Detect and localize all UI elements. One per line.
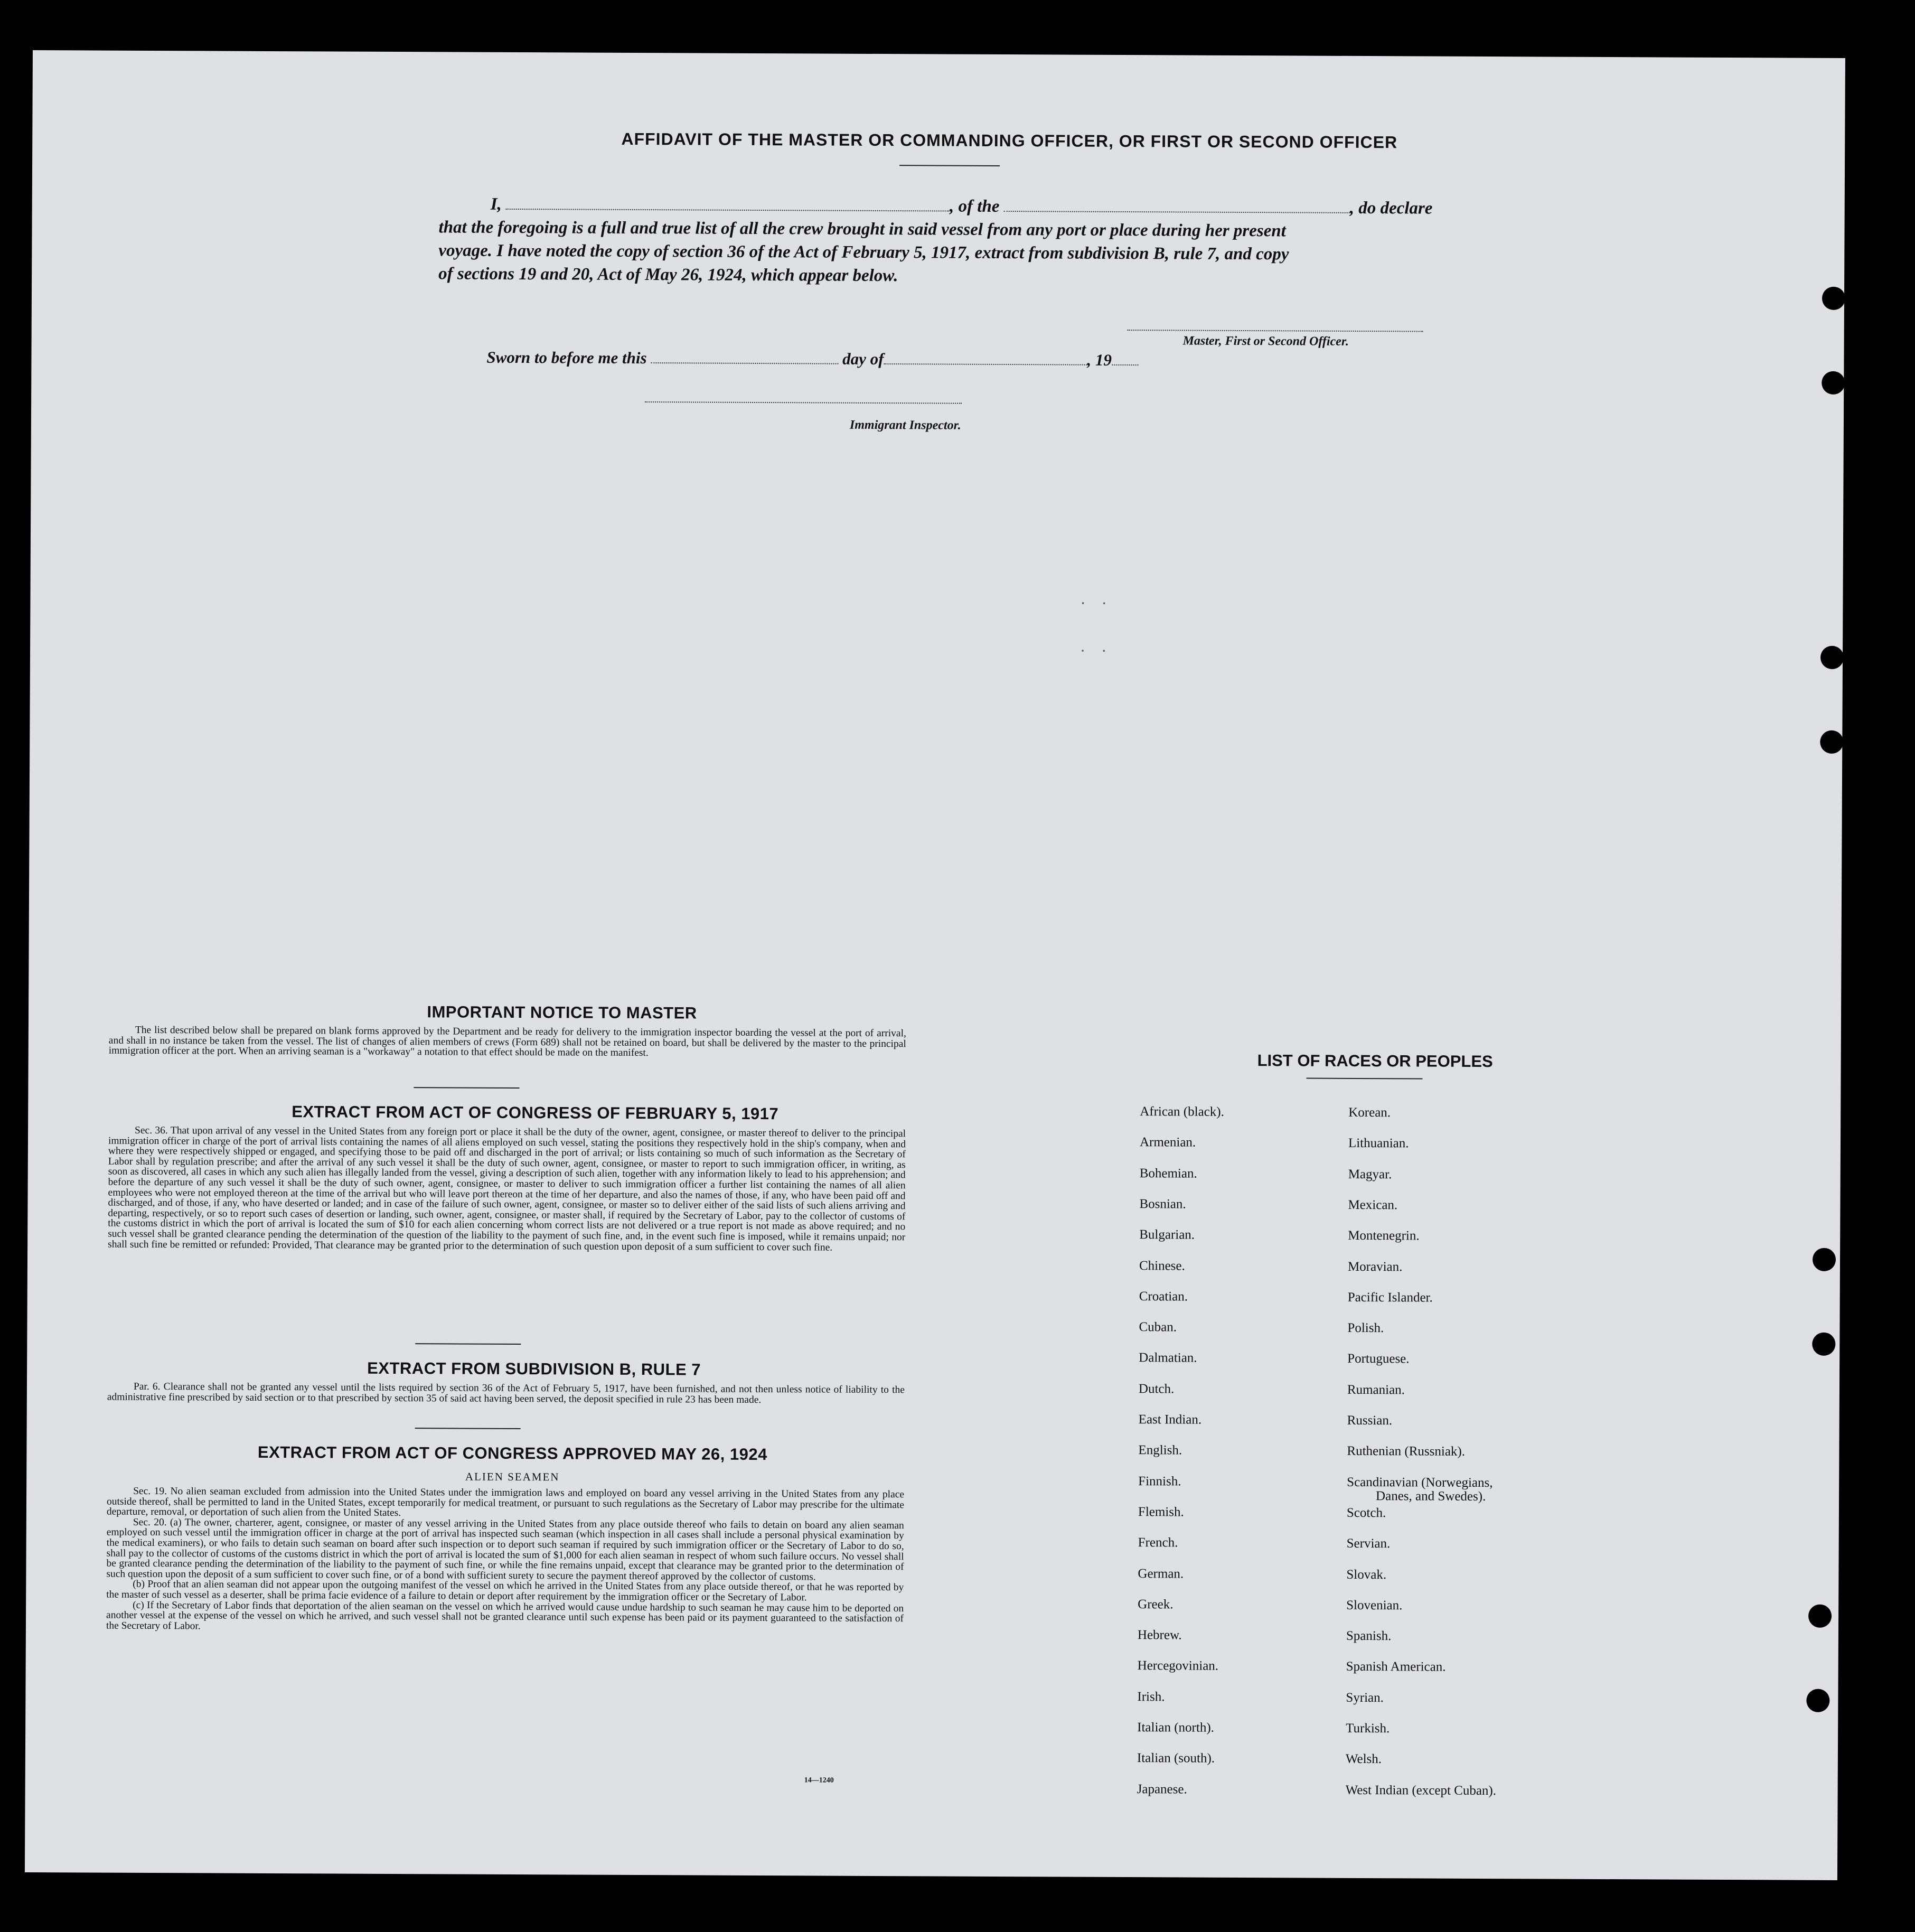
- punch-hole: [1820, 730, 1843, 754]
- punch-hole: [1820, 646, 1844, 669]
- race-item: Polish.: [1347, 1320, 1384, 1336]
- race-item-continuation: Danes, and Swedes).: [1376, 1488, 1486, 1504]
- vessel-blank[interactable]: [1004, 210, 1350, 213]
- sworn-line: [486, 348, 1138, 370]
- race-item: Ruthenian (Russniak).: [1347, 1444, 1466, 1459]
- race-item: English.: [1138, 1443, 1182, 1458]
- month-blank[interactable]: [884, 363, 1087, 365]
- race-item: Portuguese.: [1347, 1352, 1410, 1366]
- punch-hole: [1822, 371, 1845, 395]
- race-item: Finnish.: [1138, 1474, 1181, 1489]
- race-item: Chinese.: [1139, 1258, 1185, 1273]
- sec20b-text: (b) Proof that an alien seaman did not appear upon the outgoing manifest of the vessel on which he arrived in the United States from any place outside thereof, or that he was reported by the master of such vessel as a deserter, shall be prima facie evidence of a failure to detain or deport after requirement by the immigration officer or the Secretary of Labor.: [106, 1579, 904, 1603]
- extract-rule7-title: EXTRACT FROM SUBDIVISION B, RULE 7: [367, 1358, 701, 1379]
- extract-1917-text: Sec. 36. That upon arrival of any vessel in the United States from any foreign port or place it shall be the duty of the owner, agent, consignee, or master thereof to deliver to the principal immigration officer in charge of the port of arrival lists containing the names of all aliens employed on such vessel, stating the positions they respectively hold in the ship's company, when and where they were respectively shipped or engaged, and specifying those to be paid off and discharged in the port of arrival; or lists containing so much of such information as the Secretary of Labor shall by regulation prescribe; and after the arrival of any such vessel it shall be the duty of such owner, agent, consignee, or master to report to such immigration officer, in writing, as soon as discovered, all cases in which any such alien has illegally landed from the vessel, giving a description of such alien, together with any information likely to lead to his apprehension; and before the departure of any such vessel it shall be the duty of such owner, agent, consignee, or master to deliver to such immigration officer a further list containing the names of all alien employees who were not employed thereon at the time of the arrival but who will leave port thereon at the time of her departure, and also the names of those, if any, who have been paid off and discharged, and of those, if any, who have deserted or landed; and in case of the failure of such owner, agent, consignee, or master so to deliver either of the said lists of such aliens arriving and departing, respectively, or so to report such cases of desertion or landing, such owner, agent, consignee, or master shall, if required by the Secretary of Labor, pay to the collector of customs of the customs district in which the port of arrival is located the sum of $10 for each alien concerning whom correct lists are not delivered or a true report is not made as above required; and no such vessel shall be granted clearance pending the determination of the question of the liability to the payment of such fine, and, in the event such fine is imposed, while it remains unpaid; nor shall such fine be remitted or refunded: Provided, That clearance may be granted prior to the determination of such question upon deposit of a sum sufficient to cover such fine.: [108, 1124, 906, 1253]
- declaration-line: [491, 195, 1433, 219]
- race-item: Slovenian.: [1346, 1598, 1403, 1613]
- punch-hole: [1808, 1605, 1832, 1628]
- day-blank[interactable]: [651, 362, 838, 364]
- extract-1924-title: EXTRACT FROM ACT OF CONGRESS APPROVED MAY 26, 1924: [257, 1442, 767, 1464]
- section-divider: [415, 1428, 521, 1429]
- bleed-through-marks: . .: [1081, 593, 1113, 607]
- race-item: West Indian (except Cuban).: [1345, 1783, 1497, 1798]
- race-item: Welsh.: [1345, 1752, 1382, 1767]
- race-item: Spanish.: [1346, 1628, 1392, 1644]
- extract-rule7-text: Par. 6. Clearance shall not be granted any vessel until the lists required by section 36 of the Act of February 5, 1917, have been furnished, and not then unless notice of liability to the administrative fine prescribed by said section or to that prescribed by section 35 of said act having been served, the deposit specified in rule 23 has been made.: [107, 1381, 905, 1405]
- race-item: Slovak.: [1346, 1567, 1387, 1582]
- sec19-text: Sec. 19. No alien seaman excluded from admission into the United States under the immigration laws and employed on board any vessel arriving in the United States from any place outside thereof, shall be permitted to land in the United States, except temporarily for medical treatment, or pursuant to such regulations as the Secretary of Labor may prescribe for the ultimate departure, removal, or deportation of such alien from the United States.: [106, 1485, 905, 1519]
- race-item: Bulgarian.: [1139, 1227, 1195, 1242]
- race-item: Hercegovinian.: [1137, 1658, 1219, 1674]
- name-blank[interactable]: [506, 208, 950, 212]
- master-signature-label: Master, First or Second Officer.: [1182, 334, 1349, 349]
- race-item: French.: [1138, 1535, 1178, 1550]
- races-title: LIST OF RACES OR PEOPLES: [1257, 1051, 1493, 1071]
- race-item: Hebrew.: [1137, 1628, 1182, 1643]
- year-label: , 19: [1087, 350, 1112, 369]
- title-underline: [899, 165, 1000, 166]
- declaration-text: that the foregoing is a full and true list of all the crew brought in said vessel from any port or place during her present: [438, 218, 1286, 241]
- race-item: Lithuanian.: [1348, 1136, 1409, 1151]
- sworn-prefix: Sworn to before me this: [486, 348, 647, 368]
- master-signature-line[interactable]: [1128, 330, 1423, 332]
- section-divider: [414, 1087, 519, 1089]
- punch-hole: [1812, 1333, 1835, 1356]
- race-item: Scotch.: [1346, 1505, 1386, 1521]
- race-item: Montenegrin.: [1348, 1228, 1420, 1243]
- race-item: Dutch.: [1138, 1381, 1175, 1396]
- document-page: [25, 50, 1845, 1880]
- bleed-through-marks: . .: [1081, 641, 1113, 654]
- inspector-label: Immigrant Inspector.: [849, 418, 961, 433]
- notice-title: IMPORTANT NOTICE TO MASTER: [427, 1002, 697, 1023]
- race-item: Magyar.: [1348, 1167, 1392, 1181]
- extract-1924-text: [106, 1486, 904, 1635]
- race-item: Cuban.: [1139, 1320, 1177, 1335]
- race-item: Japanese.: [1137, 1781, 1187, 1797]
- race-item: Pacific Islander.: [1347, 1290, 1433, 1305]
- race-item: Korean.: [1348, 1105, 1391, 1120]
- race-item: Rumanian.: [1347, 1382, 1405, 1398]
- race-item: Italian (south).: [1137, 1751, 1215, 1766]
- race-item: Scandinavian (Norwegians,: [1347, 1475, 1493, 1490]
- race-item: Bohemian.: [1139, 1166, 1197, 1181]
- race-item: Bosnian.: [1139, 1197, 1186, 1212]
- inspector-signature-line[interactable]: [645, 401, 962, 405]
- race-item: Armenian.: [1139, 1135, 1196, 1150]
- i-label: I,: [490, 194, 502, 214]
- declaration-text: voyage. I have noted the copy of section 36 of the Act of February 5, 1917, extract from subdivision B, rule 7, and copy: [438, 241, 1289, 264]
- races-title-underline: [1307, 1078, 1423, 1080]
- race-item: Russian.: [1347, 1413, 1393, 1428]
- race-item: Servian.: [1346, 1536, 1391, 1551]
- sec20c-text: (c) If the Secretary of Labor finds that deportation of the alien seaman on the vessel on which he arrived would cause undue hardship to such seaman he may cause him to be deported on another vessel at the expense of the vessel on which he arrived, and such vessel shall not be granted clearance until such expense has been paid or its payment guaranteed to the satisfaction of the Secretary of Labor.: [106, 1599, 904, 1632]
- race-item: Moravian.: [1347, 1259, 1403, 1274]
- of-the-label: , of the: [949, 196, 1000, 216]
- day-of-label: day of: [842, 349, 884, 369]
- punch-hole: [1806, 1689, 1829, 1712]
- race-item: Croatian.: [1139, 1289, 1188, 1304]
- race-item: Italian (north).: [1137, 1720, 1215, 1735]
- race-item: East Indian.: [1138, 1412, 1202, 1427]
- race-item: Spanish American.: [1346, 1659, 1446, 1675]
- extract-1917-title: EXTRACT FROM ACT OF CONGRESS OF FEBRUARY 5, 1917: [292, 1102, 779, 1123]
- declaration-text: of sections 19 and 20, Act of May 26, 1924, which appear below.: [438, 264, 898, 286]
- race-item: German.: [1138, 1566, 1184, 1581]
- section-divider: [415, 1343, 521, 1345]
- race-item: Syrian.: [1346, 1690, 1384, 1705]
- race-item: Turkish.: [1346, 1721, 1390, 1736]
- punch-hole: [1813, 1248, 1836, 1271]
- punch-hole: [1822, 287, 1845, 310]
- form-number: 14—1240: [804, 1776, 834, 1785]
- race-item: Flemish.: [1138, 1505, 1184, 1520]
- notice-text: The list described below shall be prepared on blank forms approved by the Department and be ready for delivery to the immigration inspector boarding the vessel at the port of arrival, and shall in no instance be taken from the vessel. The list of changes of alien members of crews (Form 689) shall not be retained on board, but shall be delivered by the master to the principal immigration officer at the port. When an arriving seaman is a "workaway" a notation to that effect should be made on the manifest.: [108, 1024, 906, 1059]
- affidavit-title: AFFIDAVIT OF THE MASTER OR COMMANDING OFFICER, OR FIRST OR SECOND OFFICER: [621, 129, 1398, 152]
- alien-seamen-subtitle: ALIEN SEAMEN: [465, 1470, 560, 1484]
- race-item: African (black).: [1140, 1104, 1224, 1119]
- year-blank[interactable]: [1112, 364, 1138, 365]
- sec20a-text: Sec. 20. (a) The owner, charterer, agent, consignee, or master of any vessel arriving in the United States from any place outside thereof who fails to detain on board any alien seaman employed on such vessel until the immigration officer in charge at the port of arrival has inspected such seaman (which inspection in all cases shall include a personal physical examination by the medical examiners), or who fails to detain such seaman on board after such inspection or to deport such seaman if required by such immigration officer or the Secretary of Labor to do so, shall pay to the collector of customs of the customs district in which the port of arrival is located the sum of $1,000 for each alien seaman in respect of whom such failure occurs. No vessel shall be granted clearance pending the determination of the liability to the payment of such fine, or while the fine remains unpaid, except that clearance may be granted prior to the determination of such question upon the deposit of a sum sufficient to cover such fine, or of a bond with sufficient surety to secure the payment thereof approved by the collector of customs.: [106, 1516, 904, 1583]
- do-declare-label: , do declare: [1349, 198, 1433, 218]
- race-item: Irish.: [1137, 1689, 1165, 1704]
- race-item: Dalmatian.: [1139, 1350, 1197, 1366]
- race-item: Greek.: [1138, 1597, 1174, 1612]
- race-item: Mexican.: [1348, 1197, 1398, 1213]
